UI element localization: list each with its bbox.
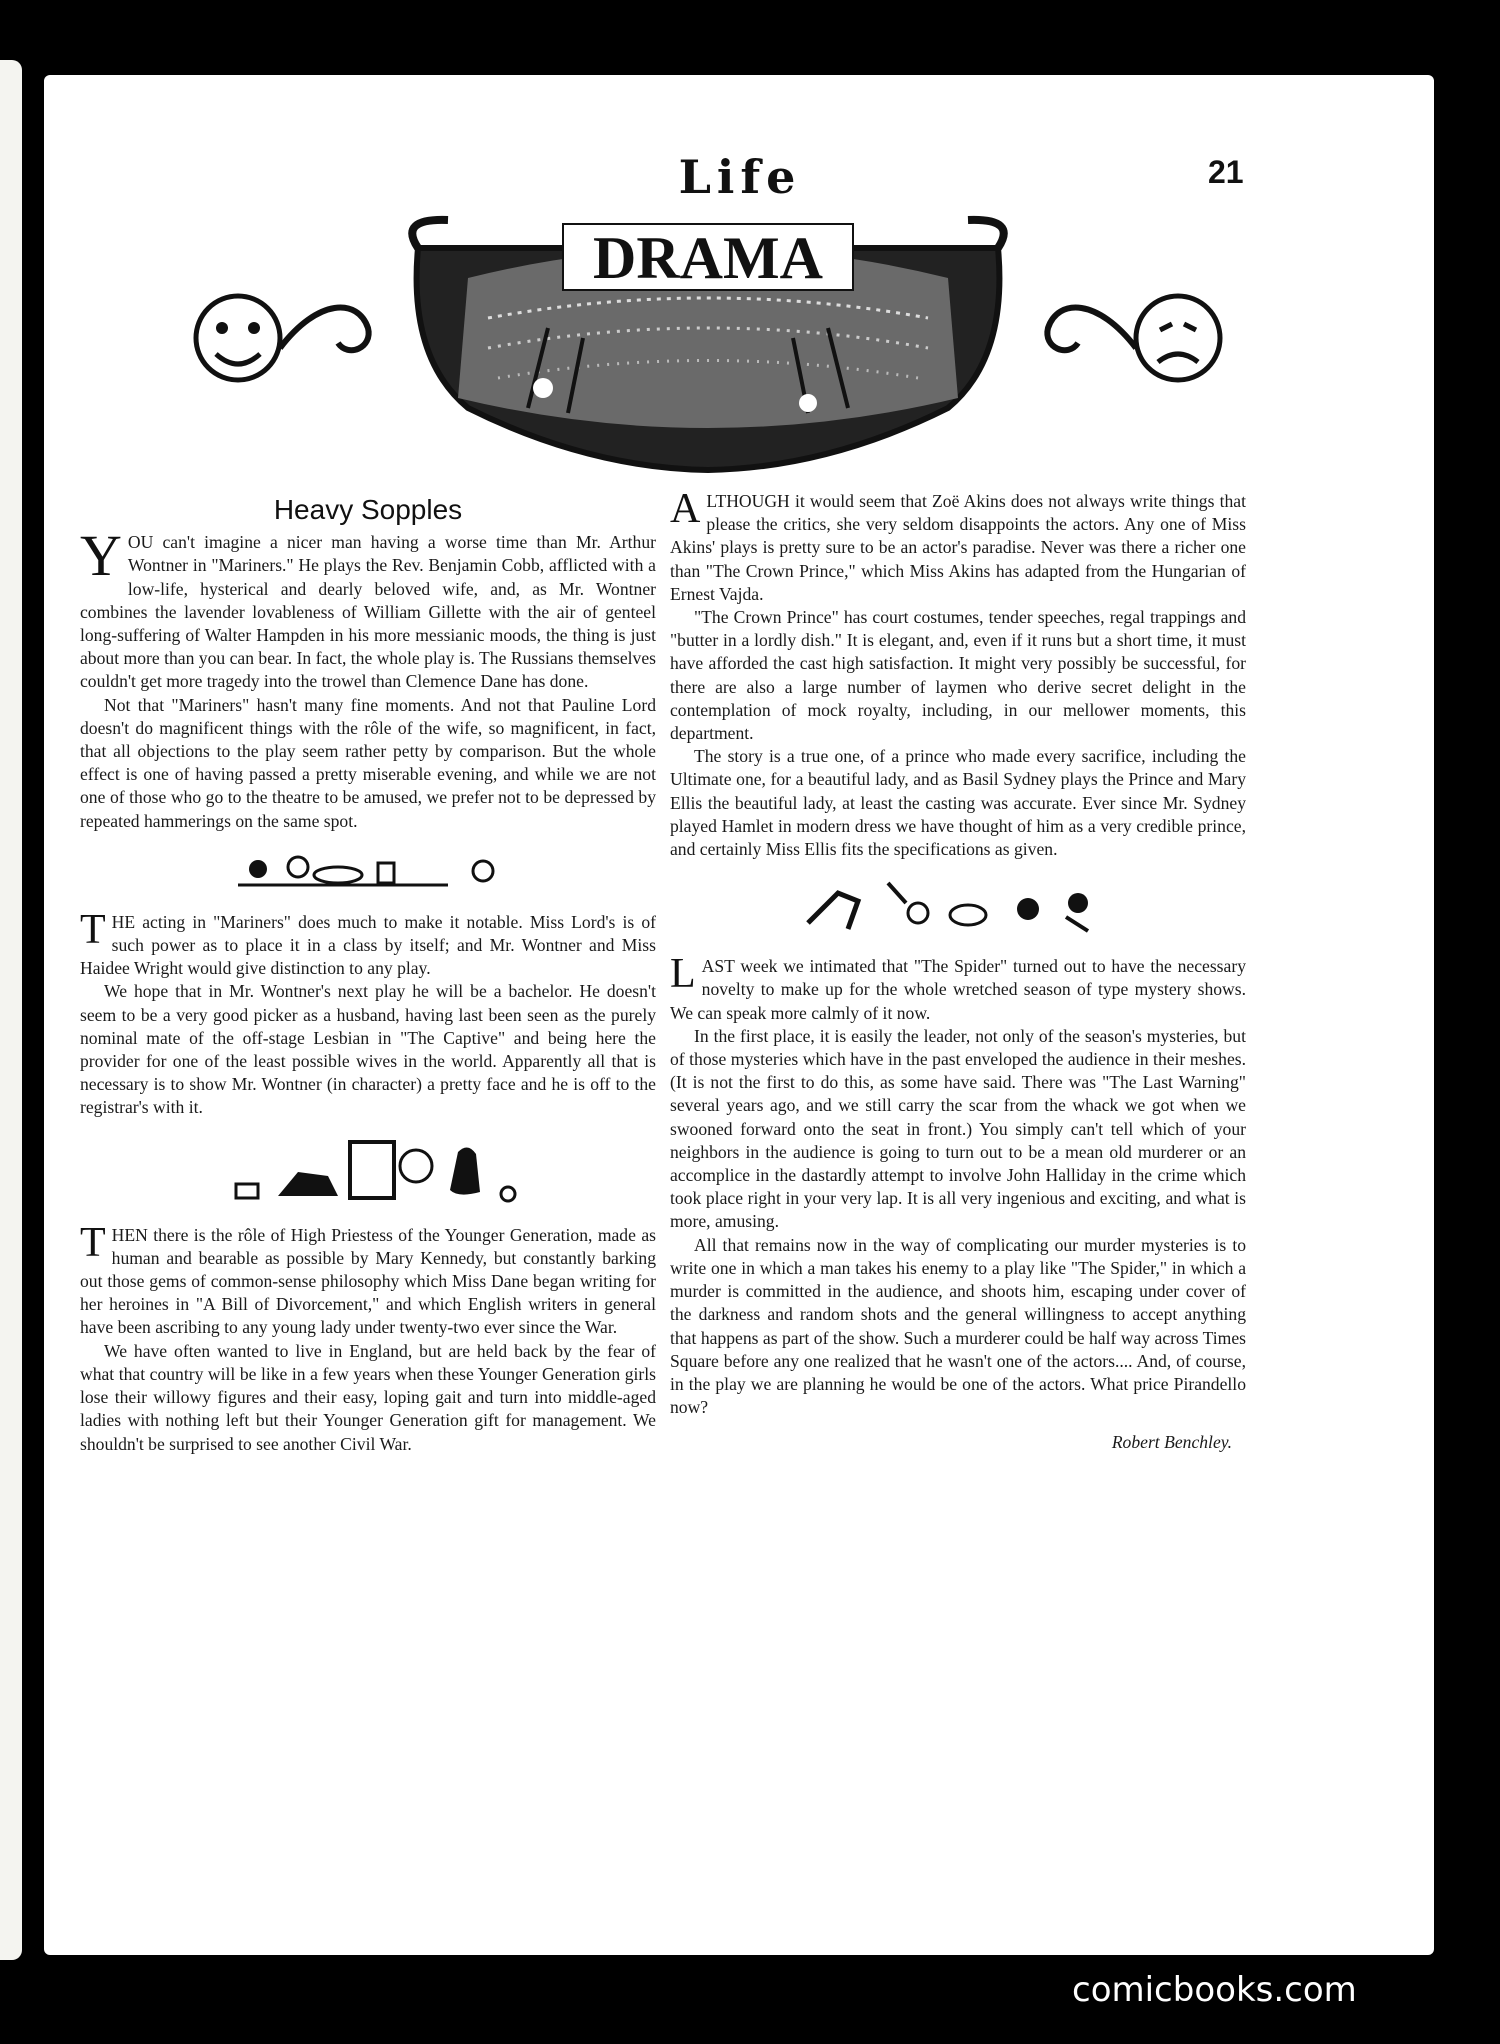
paragraph: We have often wanted to live in England, but are held back by the fear of what that country will be like in a few years when these Younger Generation girls lose their willowy figures and their easy, loping gait and turn into middle-aged ladies with nothing left but their Younger Generation gift for management. We shouldn't be surprised to see another Civil War.: [80, 1340, 656, 1454]
audience-spot-illustration: [218, 845, 518, 895]
comedy-mask-left: [196, 296, 369, 380]
watermark: comicbooks.com: [1072, 1970, 1357, 2010]
masthead: Life: [678, 150, 802, 204]
adjacent-page-edge: [0, 60, 22, 1960]
drop-cap: T: [80, 1219, 106, 1266]
drop-cap: T: [80, 906, 106, 953]
paragraph: ALTHOUGH it would seem that Zoë Akins does not always write things that please the critics, she very seldom disappoints the actors. Any one of Miss Akins' plays is pretty sure to be an actor's paradise. Never was there a richer one than "The Crown Prince," which Miss Akins has adapted from the Hungarian of Ernest Vajda.: [670, 486, 1246, 604]
page-number: 21: [1208, 154, 1244, 190]
paragraph: LAST week we intimated that "The Spider" turned out to have the necessary novelty to make up for the whole wretched season of type mystery shows. We can speak more calmly of it now.: [670, 951, 1246, 1023]
paragraph: THE acting in "Mariners" does much to make it notable. Miss Lord's is of such power as to place it in a class by itself; and Mr. Wontner and Miss Haidee Wright would give distinction to any play.: [80, 906, 656, 979]
article-left-column: [80, 490, 656, 1456]
drop-cap: L: [670, 951, 696, 998]
paragraph: All that remains now in the way of complicating our murder mysteries is to write one in which a man takes his enemy to a play like "The Spider," in which a murder is committed in the audience, and shoots him, escaping under cover of the darkness and random shots and the general willingness to accept anything that happens as part of the show. Such a murderer could be half way across Times Square before any one realized that he wasn't one of the actors.... And, of course, in the play we are planning he would be one of the actors. What price Pirandello now?: [670, 1234, 1246, 1418]
drop-cap: Y: [80, 523, 122, 589]
paragraph: YOU can't imagine a nicer man having a worse time than Mr. Arthur Wontner in "Mariners." He plays the Rev. Benjamin Cobb, afflicted with a low-life, hysterical and dearly beloved wife, and, as Mr. Wontner combines the lavender lovableness of William Gillette with the air of genteel long-suffering of Walter Hampden in his more messianic moods, the thing is just about more than you can bear. In fact, the whole play is. The Russians themselves couldn't get more tragedy into the trowel than Clemence Dane has done.: [80, 523, 656, 692]
article-title: Heavy Sopples: [273, 494, 463, 525]
paragraph: Not that "Mariners" hasn't many fine moments. And not that Pauline Lord doesn't do magnificent things with the rôle of the wife, so magnificent, in fact, that all objections to the play seem rather petty by comparison. But the whole effect is one of having passed a pretty miserable evening, and while we are not one of those who go to the theatre to be amused, we prefer not to be depressed by repeated hammerings on the same spot.: [80, 694, 656, 831]
drama-banner-illustration: [168, 208, 1248, 478]
svg-text:DRAMA: DRAMA: [593, 225, 823, 291]
paragraph: In the first place, it is easily the leader, not only of the season's mysteries, but of those mysteries which have in the past enveloped the audience in their meshes. (It is not the first to do this, as some have said. There was "The Last Warning" several years ago, and we still carry the scar from the whack we got when we swooned forward onto the seat in front.) You simply can't tell which of your neighbors in the audience is going to turn out to be a mean old murderer or an accomplice in the dastardly attempt to involve John Halliday in the crime which took place right in your very lap. It is all very ingenious and exciting, and what is more, amusing.: [670, 1025, 1246, 1232]
article-right-column: [670, 486, 1246, 1455]
chase-spot-illustration: [788, 873, 1128, 939]
drop-cap: A: [670, 486, 701, 532]
drama-title-lettering: [563, 224, 853, 291]
paragraph: THEN there is the rôle of High Priestess of the Younger Generation, made as human and bearable as possible by Mary Kennedy, but constantly barking out those gems of common-sense philosophy which Miss Dane began writing for her heroines in "A Bill of Divorcement," and which English writers in general have been ascribing to any young lady under twenty-two ever since the War.: [80, 1219, 656, 1338]
tragedy-mask-right: [1047, 296, 1220, 380]
paragraph: The story is a true one, of a prince who made every sacrifice, including the Ultimate one, for a beautiful lady, and as Basil Sydney plays the Prince and Mary Ellis the beautiful lady, at least the casting was accurate. Ever since Mr. Sydney played Hamlet in modern dress we have thought of him as a very credible prince, and certainly Miss Ellis fits the specifications as given.: [670, 746, 1246, 860]
byline: Robert Benchley.: [1111, 1432, 1232, 1453]
paragraph: We hope that in Mr. Wontner's next play he will be a bachelor. He doesn't seem to be a very good picker as a husband, having last been seen as the purely nominal mate of the off-stage Lesbian in "The Captive" and being here the provider for one of the least possible wives in the world. Apparently all that is necessary is to show Mr. Wontner (in character) a pretty face and he is off to the registrar's with it.: [80, 981, 656, 1118]
paragraph: "The Crown Prince" has court costumes, tender speeches, regal trappings and "butter in a lordly dish." It is elegant, and, even if it runs but a short time, it must have afforded the cast high satisfaction. It might very possibly be successful, for there are also a large number of laymen who derive secret delight in the contemplation of mock royalty, including, in our mellower moments, this department.: [670, 607, 1246, 744]
nursery-spot-illustration: [218, 1132, 518, 1208]
